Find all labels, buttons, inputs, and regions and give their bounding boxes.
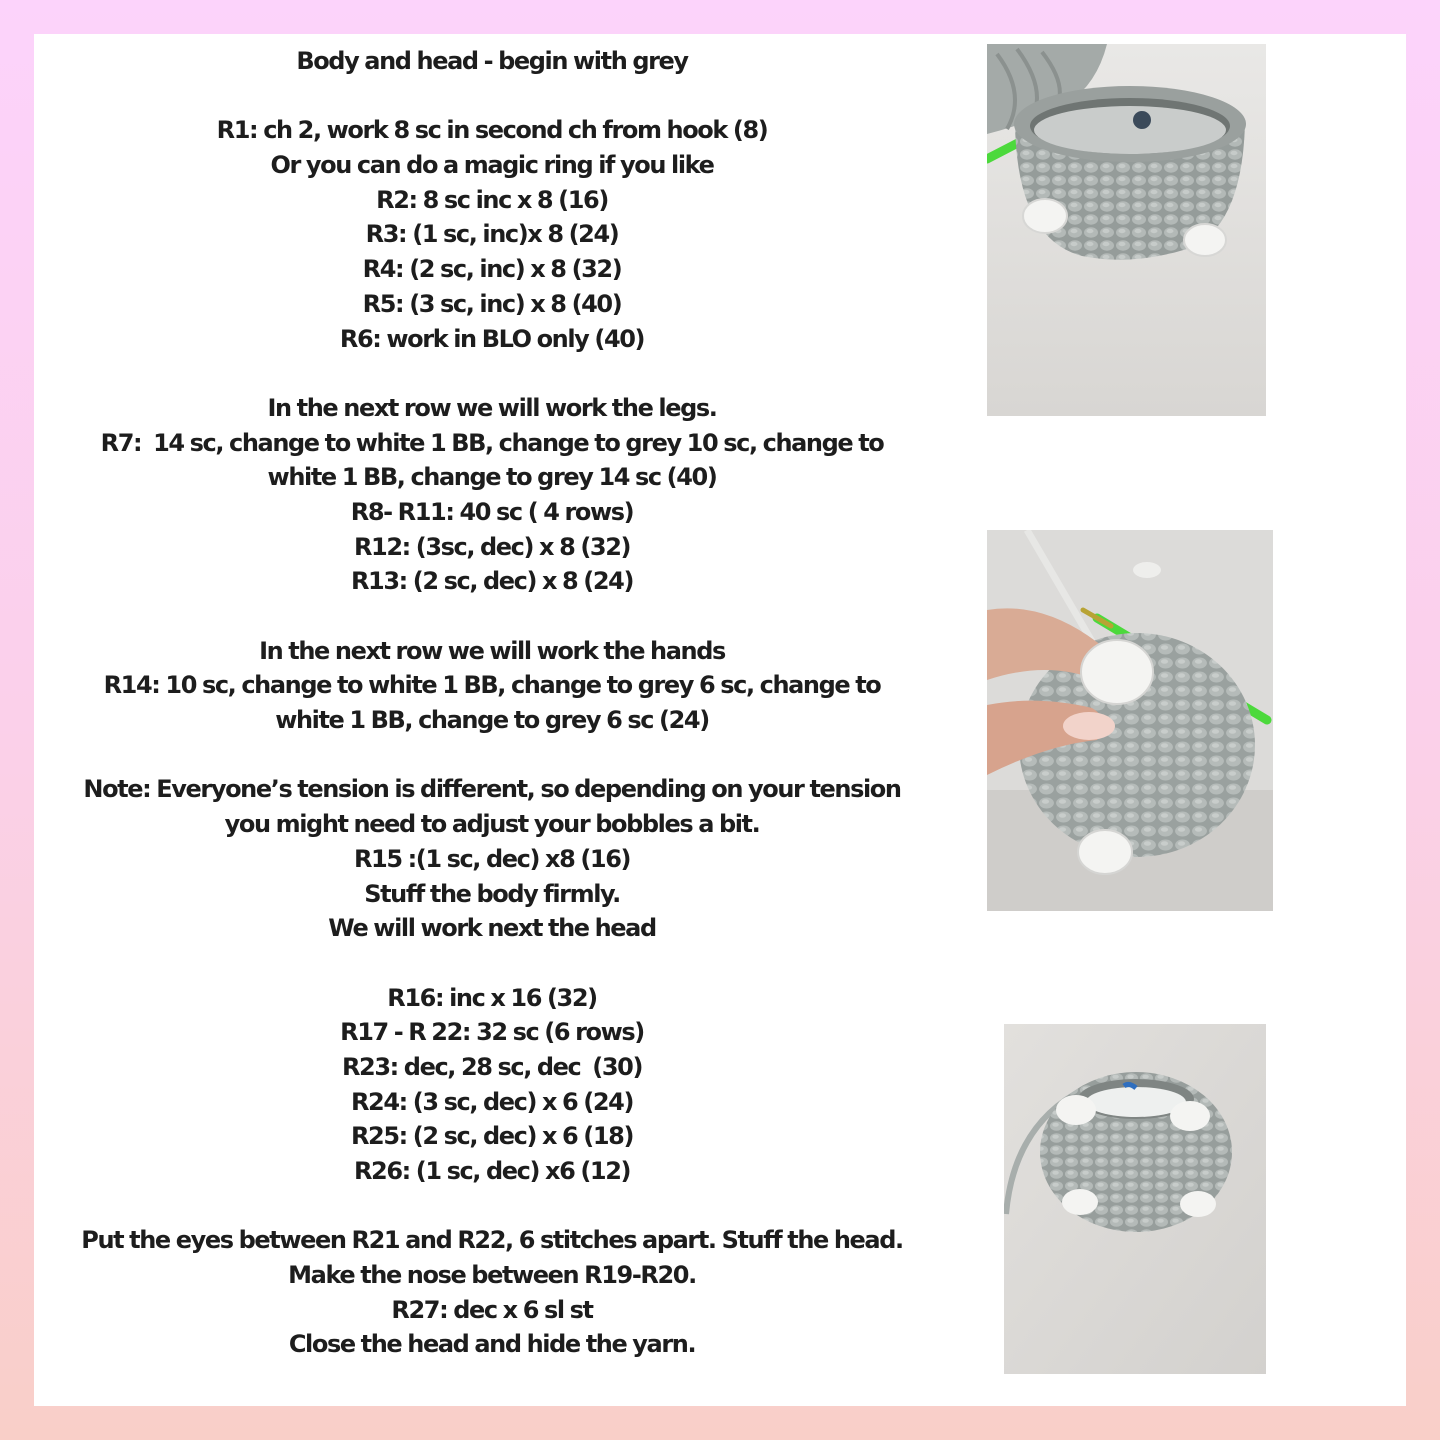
pattern-line: In the next row we will work the hands: [259, 636, 725, 665]
pattern-line: Body and head - begin with grey: [296, 47, 688, 75]
blank-line: [62, 1189, 922, 1224]
pattern-line: white 1 BB, change to grey 14 sc (40): [267, 463, 717, 492]
pattern-line: R17 - R 22: 32 sc (6 rows): [340, 1018, 644, 1047]
pattern-line: R24: (3 sc, dec) x 6 (24): [350, 1087, 634, 1116]
pattern-line: R6: work in BLO only (40): [339, 324, 645, 353]
pattern-line: white 1 BB, change to grey 6 sc (24): [275, 706, 709, 735]
blank-line: [62, 946, 922, 981]
blank-line: [62, 79, 922, 114]
blank-line: [62, 356, 922, 391]
blank-line: [62, 738, 922, 773]
pattern-line: Note: Everyone’s tension is different, so depending on your tension: [83, 775, 901, 804]
blank-line: [62, 599, 922, 634]
pattern-line: Put the eyes between R21 and R22, 6 stitches apart. Stuff the head.: [81, 1226, 903, 1255]
pattern-line: R23: dec, 28 sc, dec (30): [341, 1052, 643, 1081]
pattern-text: [62, 44, 922, 1362]
pattern-line: R1: ch 2, work 8 sc in second ch from hook (8): [216, 116, 768, 145]
photo-hands-step: [987, 530, 1273, 911]
pattern-line: Or you can do a magic ring if you like: [270, 151, 714, 180]
pattern-line: In the next row we will work the legs.: [267, 393, 717, 422]
pattern-line: Stuff the body firmly.: [364, 879, 620, 908]
pattern-line: R26: (1 sc, dec) x6 (12): [353, 1157, 631, 1185]
pattern-line: We will work next the head: [328, 914, 656, 943]
pattern-line: R12: (3sc, dec) x 8 (32): [353, 532, 631, 561]
photo-base-bowl: [987, 44, 1266, 416]
pattern-line: Make the nose between R19-R20.: [288, 1261, 696, 1290]
pattern-line: R13: (2 sc, dec) x 8 (24): [350, 567, 634, 596]
pattern-line: R15 :(1 sc, dec) x8 (16): [353, 844, 631, 873]
pattern-line: R5: (3 sc, inc) x 8 (40): [362, 289, 622, 318]
pattern-line: you might need to adjust your bobbles a bit.: [224, 810, 760, 839]
pattern-line: R25: (2 sc, dec) x 6 (18): [350, 1122, 634, 1151]
photo-body-finished: [1004, 1024, 1266, 1374]
pattern-line: Close the head and hide the yarn.: [288, 1330, 696, 1359]
pattern-line: R3: (1 sc, inc)x 8 (24): [365, 220, 619, 249]
pattern-line: R7: 14 sc, change to white 1 BB, change to grey 10 sc, change to: [100, 428, 884, 457]
pattern-line: R16: inc x 16 (32): [387, 983, 597, 1012]
pattern-line: R27: dec x 6 sl st: [391, 1295, 593, 1324]
pattern-line: R8- R11: 40 sc ( 4 rows): [350, 497, 634, 526]
pattern-line: R2: 8 sc inc x 8 (16): [376, 185, 608, 214]
pattern-line: R4: (2 sc, inc) x 8 (32): [362, 255, 622, 284]
pattern-line: R14: 10 sc, change to white 1 BB, change to grey 6 sc, change to: [103, 671, 881, 700]
